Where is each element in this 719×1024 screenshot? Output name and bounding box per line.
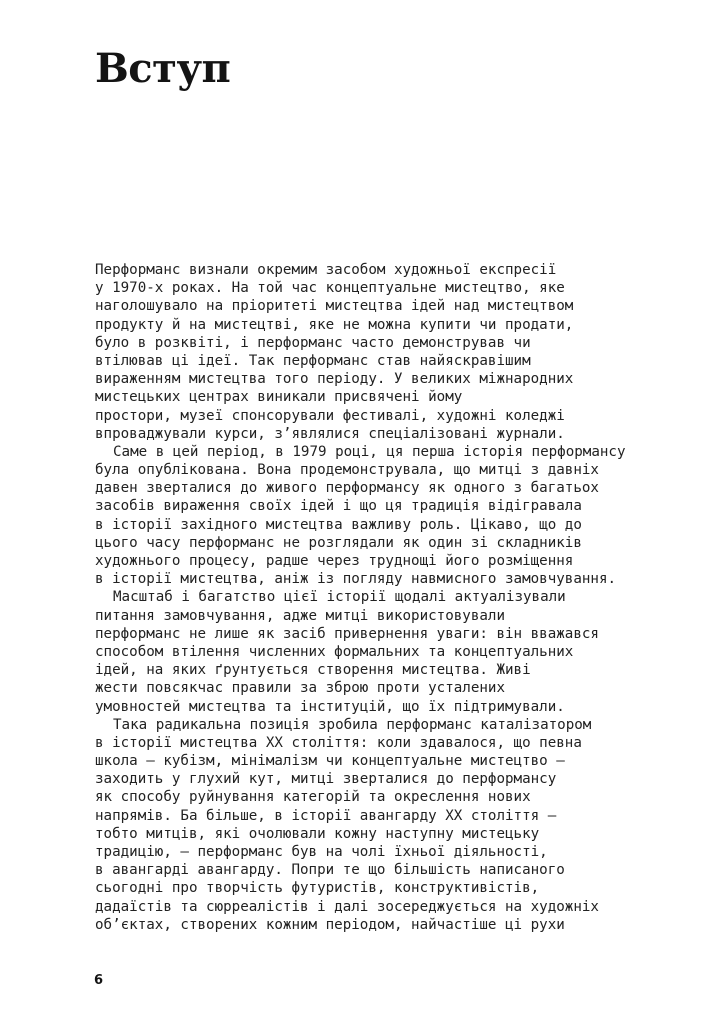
text-line: Така радикальна позиція зробила перформанс каталізатором [113,716,592,733]
text-line: традицію, — перформанс був на чолі їхньої діяльності, [95,844,548,860]
text-line: цього часу перформанс не розглядали як один зі складників [95,534,582,551]
text-line: школа — кубізм, мінімалізм чи концептуальне мистецтво — [95,753,565,770]
text-line: заходить у глухий кут, митці зверталися до перформансу [95,771,557,788]
page-number: 6 [94,973,104,988]
text-line: в історії західного мистецтва важливу роль. Цікаво, що до [95,516,582,533]
text-line: Саме в цей період, в 1979 році, ця перша історія перформансу [113,443,626,460]
text-line: питання замовчування, адже митці використовували [95,607,505,624]
text-line: перформанс не лише як засіб привернення уваги: він вважався [95,625,599,642]
text-line: дадаїстів та сюрреалістів і далі зосереджується на художніх [95,898,599,915]
text-line: засобів вираження своїх ідей і що ця традиція відігравала [95,498,582,515]
text-line: було в розквіті, і перформанс часто демонстрував чи [95,334,531,351]
text-line: в історії мистецтва, аніж із погляду навмисного замовчування. [95,571,617,588]
text-line: як способу руйнування категорій та окреслення нових [95,789,531,806]
body-text [95,261,626,934]
text-line: художнього процесу, радше через труднощі його розміщення [95,553,574,569]
text-line: вираженням мистецтва того періоду. У великих міжнародних [95,371,574,388]
paragraph-3 [95,588,599,715]
text-line: наголошувало на пріоритеті мистецтва ідей над мистецтвом [95,298,574,315]
text-line: умовностей мистецтва та інституцій, що їх підтримували. [95,698,565,715]
text-line: впроваджували курси, з’являлися спеціалізовані журнали. [95,425,565,442]
text-line: втілював ці ідеї. Так перформанс став найяскравішим [95,352,531,369]
text-line: була опублікована. Вона продемонструвала, що митці з давніх [95,462,599,479]
page-title: Вступ [95,45,231,92]
text-line: Масштаб і багатство цієї історії щодалі актуалізували [113,589,566,606]
paragraph-4 [95,716,599,934]
text-line: Перформанс визнали окремим засобом художньої експресії [95,262,557,278]
text-line: об’єктах, створених кожним періодом, найчастіше ці рухи [95,916,565,933]
text-line: в історії мистецтва XX століття: коли здавалося, що певна [95,734,582,751]
paragraph-2 [95,443,626,589]
text-line: жести повсякчас правили за зброю проти усталених [95,680,505,697]
text-line: в авангарді авангарду. Попри те що більшість написаного [95,862,565,879]
text-line: у 1970-х роках. На той час концептуальне мистецтво, яке [95,280,565,297]
text-line: мистецьких центрах виникали присвячені йому [95,389,463,406]
paragraph-1 [95,261,595,443]
text-line: продукту й на мистецтві, яке не можна купити чи продати, [95,316,574,333]
text-line: простори, музеї спонсорували фестивалі, художні коледжі [95,407,565,424]
text-line: сьогодні про творчість футуристів, конструктивістів, [95,880,540,897]
text-line: способом втілення численних формальних та концептуальних [95,643,574,660]
text-line: ідей, на яких ґрунтується створення мистецтва. Живі [95,662,531,679]
text-line: тобто митців, які очолювали кожну наступну мистецьку [95,825,540,842]
text-line: давен зверталися до живого перформансу як одного з багатьох [95,480,599,497]
text-line: напрямів. Ба більше, в історії авангарду XX століття — [95,807,557,824]
